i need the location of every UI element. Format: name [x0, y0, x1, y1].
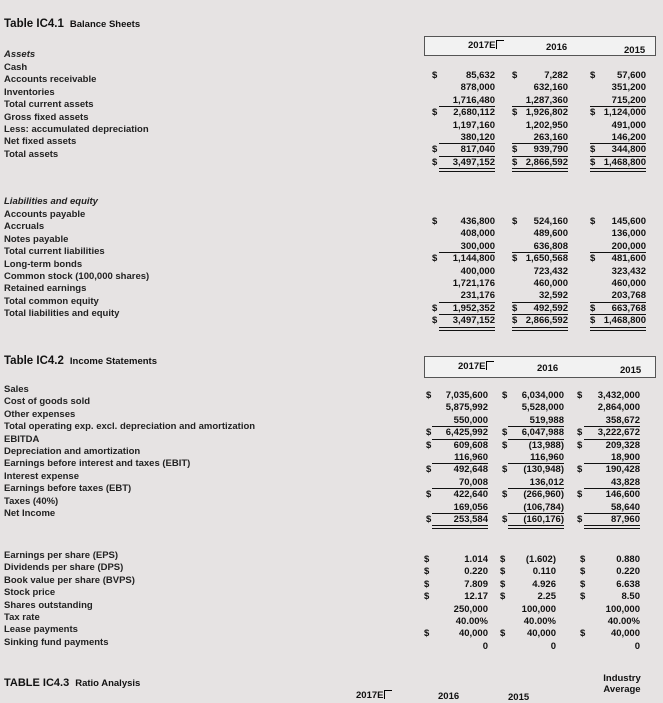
- income-labels: [4, 384, 255, 520]
- is-cell-3-1: 6,047,988: [521, 427, 564, 439]
- table-ic41-title: Table IC4.1 Balance Sheets: [4, 18, 141, 30]
- assets-dollar-0-0: $: [432, 70, 438, 81]
- is-cell-7-0: 70,008: [458, 476, 488, 488]
- assets-rule-7-1: [512, 156, 568, 157]
- is-cell-8-2: 146,600: [605, 489, 640, 501]
- ps-label-5: Tax rate: [4, 612, 40, 624]
- ps-label-6: Lease payments: [4, 624, 78, 636]
- liab-dollar-0-1: $: [512, 216, 518, 227]
- assets-dollar-7-0: $: [432, 156, 438, 168]
- ps-dollar-3-0: $: [424, 591, 430, 603]
- ps-label-3: Stock price: [4, 587, 56, 599]
- is-label-1: Cost of goods sold: [4, 396, 91, 408]
- liab-label-0: Accounts payable: [4, 209, 86, 220]
- liab-rule-3-1: [512, 252, 568, 253]
- liab-cell-0-0: 436,800: [460, 216, 495, 227]
- ps-cell-3-1: 2.25: [537, 591, 556, 603]
- liab-label-1: Accruals: [4, 221, 45, 233]
- ps-cell-2-1: 4.926: [532, 578, 556, 590]
- liab-cell-4-1: 723,432: [533, 265, 568, 277]
- is-cell-10-0: 253,584: [453, 514, 488, 525]
- liab-rule-9-0: [439, 327, 495, 331]
- is-rule-3-2: [584, 426, 640, 427]
- is-rule-10-1: [508, 513, 564, 514]
- liab-cell-4-0: 400,000: [460, 265, 495, 277]
- is-cell-9-0: 169,056: [453, 501, 488, 513]
- liabilities-labels: [4, 209, 149, 321]
- assets-rule-3-0: [439, 106, 495, 107]
- assets-cell-3-0: 2,680,112: [453, 107, 495, 119]
- assets-cell-5-0: 380,120: [460, 132, 495, 143]
- ps-cell-6-2: 40,000: [610, 628, 640, 640]
- per-share-labels: [4, 550, 135, 649]
- assets-label-2: Inventories: [4, 86, 55, 98]
- liab-dollar-8-2: $: [590, 315, 596, 327]
- liab-cell-2-0: 300,000: [460, 240, 495, 252]
- ps-cell-4-0: 250,000: [453, 603, 488, 615]
- assets-dollar-3-1: $: [512, 107, 518, 119]
- liab-cell-5-1: 460,000: [533, 278, 568, 289]
- assets-cell-0-0: 85,632: [465, 70, 495, 81]
- liab-cell-6-1: 32,592: [538, 290, 568, 302]
- assets-cell-0-1: 7,282: [544, 70, 568, 81]
- liab-dollar-7-0: $: [432, 302, 438, 314]
- ps-dollar-1-0: $: [424, 566, 430, 578]
- liab-rule-8-2: [590, 314, 646, 315]
- ps-dollar-3-2: $: [580, 591, 586, 603]
- liab-dollar-7-1: $: [512, 302, 518, 314]
- liab-dollar-7-2: $: [590, 302, 596, 314]
- assets-label-0: Cash: [4, 62, 28, 73]
- liab-cell-7-2: 663,768: [611, 302, 646, 314]
- is-dollar-8-1: $: [502, 489, 508, 501]
- assets-cell-1-2: 351,200: [611, 82, 646, 94]
- ps-dollar-3-1: $: [500, 591, 506, 603]
- assets-heading: Assets: [4, 49, 36, 60]
- is-dollar-3-1: $: [502, 427, 508, 439]
- is-cell-5-0: 116,960: [454, 452, 488, 463]
- liab-label-6: Retained earnings: [4, 283, 87, 295]
- is-label-10: Net Income: [4, 508, 56, 520]
- is-dollar-8-0: $: [426, 489, 432, 501]
- assets-cell-3-1: 1,926,802: [525, 107, 568, 119]
- is-dollar-6-0: $: [426, 464, 432, 476]
- is-cell-5-1: 116,960: [530, 452, 564, 463]
- is-dollar-0-2: $: [577, 390, 583, 401]
- assets-cell-4-0: 1,197,160: [452, 119, 495, 131]
- is-rule-3-0: [432, 426, 488, 427]
- is-dollar-10-2: $: [577, 514, 583, 525]
- is-dollar-4-1: $: [502, 439, 508, 451]
- assets-cell-6-0: 817,040: [460, 144, 495, 156]
- is-cell-9-1: (106,784): [523, 501, 564, 513]
- assets-rule-3-2: [590, 106, 646, 107]
- ps-dollar-6-1: $: [500, 628, 506, 640]
- assets-label-5: Less: accumulated depreciation: [4, 124, 149, 136]
- is-label-5: Depreciation and amortization: [4, 446, 141, 458]
- is-cell-5-2: 18,900: [610, 452, 640, 463]
- assets-cell-3-2: 1,124,000: [603, 107, 646, 119]
- ps-cell-0-1: (1.602): [525, 554, 556, 565]
- is-cell-7-2: 43,828: [610, 476, 640, 488]
- ps-cell-1-2: 0.220: [616, 566, 640, 578]
- is-rule-10-0: [432, 513, 488, 514]
- is-cell-10-2: 87,960: [610, 514, 640, 525]
- is-year-2016-header: 2016: [537, 363, 559, 374]
- assets-label-3: Total current assets: [4, 99, 94, 111]
- is-rule-4-2: [584, 439, 640, 440]
- assets-cell-7-1: 2,866,592: [525, 156, 568, 168]
- liab-label-2: Notes payable: [4, 233, 69, 245]
- is-rule-11-0: [432, 525, 488, 529]
- is-rule-10-2: [584, 513, 640, 514]
- assets-rule-8-0: [439, 168, 495, 172]
- is-dollar-4-0: $: [426, 439, 432, 451]
- table-ic42-title: Table IC4.2 Income Statements: [4, 355, 157, 367]
- ps-cell-3-0: 12.17: [464, 591, 488, 603]
- liab-dollar-8-0: $: [432, 315, 438, 327]
- liab-cell-0-2: 145,600: [611, 216, 646, 227]
- liab-dollar-3-0: $: [432, 253, 438, 265]
- is-dollar-6-2: $: [577, 464, 583, 476]
- is-cell-2-1: 519,988: [529, 414, 564, 426]
- assets-label-6: Net fixed assets: [4, 136, 77, 148]
- is-cell-6-1: (130,948): [523, 464, 564, 476]
- ps-cell-7-0: 0: [482, 640, 488, 652]
- is-rule-11-2: [584, 525, 640, 529]
- is-label-2: Other expenses: [4, 408, 76, 420]
- assets-rule-8-2: [590, 168, 646, 172]
- assets-rule-7-2: [590, 156, 646, 157]
- is-dollar-0-0: $: [426, 390, 432, 401]
- is-cell-1-2: 2,864,000: [597, 402, 640, 414]
- ps-cell-0-0: 1.014: [464, 554, 488, 565]
- liab-rule-3-2: [590, 252, 646, 253]
- assets-dollar-0-2: $: [590, 70, 596, 81]
- is-label-3: Total operating exp. excl. depreciation and amortization: [4, 421, 256, 433]
- ps-label-7: Sinking fund payments: [4, 636, 109, 648]
- is-cell-8-0: 422,640: [453, 489, 488, 501]
- liab-label-5: Common stock (100,000 shares): [4, 271, 150, 283]
- ps-dollar-0-1: $: [500, 554, 506, 565]
- is-cell-2-0: 550,000: [453, 414, 488, 426]
- ps-cell-4-1: 100,000: [521, 603, 556, 615]
- ps-cell-4-2: 100,000: [605, 603, 640, 615]
- is-rule-11-1: [508, 525, 564, 529]
- liab-dollar-3-1: $: [512, 253, 518, 265]
- assets-label-4: Gross fixed assets: [4, 111, 89, 123]
- liab-cell-8-2: 1,468,800: [603, 315, 646, 327]
- liab-rule-7-2: [590, 302, 646, 303]
- is-label-4: EBITDA: [4, 433, 40, 445]
- assets-cell-2-2: 715,200: [611, 94, 646, 106]
- assets-rule-6-0: [439, 143, 495, 144]
- liab-cell-5-0: 1,721,176: [452, 278, 495, 289]
- assets-rule-6-2: [590, 143, 646, 144]
- is-rule-6-0: [432, 463, 488, 464]
- liab-cell-3-1: 1,650,568: [525, 253, 568, 265]
- assets-rule-8-1: [512, 168, 568, 172]
- assets-cell-5-2: 146,200: [611, 132, 646, 143]
- is-rule-6-1: [508, 463, 564, 464]
- liab-rule-8-0: [439, 314, 495, 315]
- is-rule-4-0: [432, 439, 488, 440]
- liab-cell-1-1: 489,600: [533, 228, 568, 240]
- is-cell-4-1: (13,988): [528, 439, 564, 451]
- liab-cell-2-2: 200,000: [611, 240, 646, 252]
- assets-dollar-0-1: $: [512, 70, 518, 81]
- is-cell-3-0: 6,425,992: [445, 427, 488, 439]
- is-cell-0-2: 3,432,000: [597, 390, 640, 401]
- liab-label-7: Total common equity: [4, 295, 99, 307]
- assets-dollar-6-1: $: [512, 144, 518, 156]
- is-dollar-10-0: $: [426, 514, 432, 525]
- is-cell-6-2: 190,428: [605, 464, 640, 476]
- is-year-2017e-header: 2017E: [458, 361, 494, 372]
- is-cell-4-0: 609,608: [453, 439, 488, 451]
- liab-cell-4-2: 323,432: [611, 265, 646, 277]
- assets-dollar-7-1: $: [512, 156, 518, 168]
- assets-cell-7-2: 1,468,800: [603, 156, 646, 168]
- assets-cell-6-1: 939,790: [533, 144, 568, 156]
- ps-label-4: Shares outstanding: [4, 599, 93, 611]
- is-cell-8-1: (266,960): [523, 489, 564, 501]
- ps-cell-6-0: 40,000: [458, 628, 488, 640]
- is-cell-6-0: 492,648: [453, 464, 488, 476]
- ps-label-1: Dividends per share (DPS): [4, 562, 124, 574]
- year-2017e-header: 2017E: [468, 40, 504, 51]
- is-label-7: Interest expense: [4, 470, 79, 482]
- liab-cell-1-0: 408,000: [460, 228, 495, 240]
- ps-dollar-6-2: $: [580, 628, 586, 640]
- table-ic43-title: TABLE IC4.3 Ratio Analysis: [4, 677, 141, 689]
- ps-cell-5-1: 40.00%: [523, 616, 556, 627]
- liab-dollar-0-0: $: [432, 216, 438, 227]
- liab-rule-3-0: [439, 252, 495, 253]
- is-cell-1-0: 5,875,992: [445, 402, 488, 414]
- ps-cell-1-1: 0.110: [532, 566, 556, 578]
- liab-cell-8-1: 2,866,592: [525, 315, 568, 327]
- ps-cell-0-2: 0.880: [616, 554, 640, 565]
- assets-labels: [4, 62, 149, 161]
- is-rule-4-1: [508, 439, 564, 440]
- ps-dollar-2-1: $: [500, 578, 506, 590]
- is-cell-9-2: 58,640: [610, 501, 640, 513]
- is-dollar-3-2: $: [577, 427, 583, 439]
- ratio-year-2015: 2015: [508, 692, 530, 703]
- is-dollar-0-1: $: [502, 390, 508, 401]
- assets-rule-7-0: [439, 156, 495, 157]
- assets-dollar-3-0: $: [432, 107, 438, 119]
- liab-dollar-0-2: $: [590, 216, 596, 227]
- ps-dollar-2-0: $: [424, 578, 430, 590]
- assets-dollar-6-2: $: [590, 144, 596, 156]
- is-rule-6-2: [584, 463, 640, 464]
- ps-cell-6-1: 40,000: [526, 628, 556, 640]
- year-2016-header: 2016: [546, 42, 568, 53]
- ps-dollar-0-2: $: [580, 554, 586, 565]
- assets-cell-7-0: 3,497,152: [452, 156, 495, 168]
- assets-label-1: Accounts receivable: [4, 74, 97, 86]
- is-label-0: Sales: [4, 384, 29, 395]
- is-cell-10-1: (160,176): [523, 514, 564, 525]
- is-rule-8-2: [584, 488, 640, 489]
- balance-year-header: [424, 36, 656, 56]
- liab-rule-9-1: [512, 327, 568, 331]
- ps-cell-5-2: 40.00%: [607, 616, 640, 627]
- liab-label-8: Total liabilities and equity: [4, 308, 120, 320]
- ps-cell-7-2: 0: [634, 640, 640, 652]
- ps-cell-3-2: 8.50: [621, 591, 640, 603]
- ps-dollar-1-2: $: [580, 566, 586, 578]
- liab-cell-1-2: 136,000: [611, 228, 646, 240]
- is-dollar-6-1: $: [502, 464, 508, 476]
- liab-rule-9-2: [590, 327, 646, 331]
- is-rule-8-0: [432, 488, 488, 489]
- liab-rule-7-0: [439, 302, 495, 303]
- assets-cell-4-2: 491,000: [611, 119, 646, 131]
- ps-cell-1-0: 0.220: [464, 566, 488, 578]
- assets-rule-6-1: [512, 143, 568, 144]
- ratio-industry-average: Industry Average: [603, 673, 641, 695]
- liab-cell-2-1: 636,808: [533, 240, 568, 252]
- is-year-2015-header: 2015: [620, 365, 642, 376]
- assets-cell-4-1: 1,202,950: [525, 119, 568, 131]
- is-cell-7-1: 136,012: [529, 476, 564, 488]
- ps-dollar-1-1: $: [500, 566, 506, 578]
- assets-cell-0-2: 57,600: [616, 70, 646, 81]
- assets-cell-2-0: 1,716,480: [452, 94, 495, 106]
- liab-rule-7-1: [512, 302, 568, 303]
- is-dollar-10-1: $: [502, 514, 508, 525]
- liab-dollar-8-1: $: [512, 315, 518, 327]
- liab-cell-7-1: 492,592: [533, 302, 568, 314]
- ratio-year-2017e: 2017E: [356, 690, 392, 701]
- assets-cell-5-1: 263,160: [533, 132, 568, 143]
- liab-cell-5-2: 460,000: [611, 278, 646, 289]
- is-dollar-4-2: $: [577, 439, 583, 451]
- ratio-year-2016: 2016: [438, 691, 460, 702]
- liab-cell-6-2: 203,768: [611, 290, 646, 302]
- liab-dollar-3-2: $: [590, 253, 596, 265]
- is-cell-1-1: 5,528,000: [521, 402, 564, 414]
- is-cell-0-0: 7,035,600: [445, 390, 488, 401]
- liab-cell-3-0: 1,144,800: [452, 253, 495, 265]
- is-cell-4-2: 209,328: [605, 439, 640, 451]
- ps-dollar-2-2: $: [580, 578, 586, 590]
- is-dollar-3-0: $: [426, 427, 432, 439]
- ps-cell-2-0: 7.809: [464, 578, 488, 590]
- liab-label-3: Total current liabilities: [4, 246, 105, 258]
- is-cell-3-2: 3,222,672: [597, 427, 640, 439]
- ps-cell-7-1: 0: [550, 640, 556, 652]
- assets-label-7: Total assets: [4, 148, 59, 160]
- liab-cell-0-1: 524,160: [533, 216, 568, 227]
- liabilities-heading: Liabilities and equity: [4, 196, 98, 207]
- is-rule-8-1: [508, 488, 564, 489]
- assets-dollar-3-2: $: [590, 107, 596, 119]
- liab-rule-8-1: [512, 314, 568, 315]
- liab-cell-3-2: 481,600: [611, 253, 646, 265]
- ps-cell-2-2: 6.638: [616, 578, 640, 590]
- is-dollar-8-2: $: [577, 489, 583, 501]
- assets-cell-2-1: 1,287,360: [525, 94, 568, 106]
- assets-rule-3-1: [512, 106, 568, 107]
- is-cell-0-1: 6,034,000: [521, 390, 564, 401]
- liab-label-4: Long-term bonds: [4, 258, 83, 270]
- ps-label-2: Book value per share (BVPS): [4, 574, 135, 586]
- liab-cell-6-0: 231,176: [460, 290, 495, 302]
- liab-cell-7-0: 1,952,352: [452, 302, 495, 314]
- is-cell-2-2: 358,672: [605, 414, 640, 426]
- year-2015-header: 2015: [624, 45, 646, 56]
- is-label-6: Earnings before interest and taxes (EBIT): [4, 458, 191, 470]
- assets-cell-6-2: 344,800: [611, 144, 646, 156]
- is-label-8: Earnings before taxes (EBT): [4, 483, 132, 495]
- is-rule-3-1: [508, 426, 564, 427]
- ps-dollar-0-0: $: [424, 554, 430, 565]
- assets-dollar-6-0: $: [432, 144, 438, 156]
- ps-cell-5-0: 40.00%: [455, 616, 488, 627]
- ps-dollar-6-0: $: [424, 628, 430, 640]
- is-label-9: Taxes (40%): [4, 495, 59, 507]
- assets-cell-1-1: 632,160: [533, 82, 568, 94]
- assets-cell-1-0: 878,000: [460, 82, 495, 94]
- ps-label-0: Earnings per share (EPS): [4, 550, 119, 561]
- assets-dollar-7-2: $: [590, 156, 596, 168]
- liab-cell-8-0: 3,497,152: [452, 315, 495, 327]
